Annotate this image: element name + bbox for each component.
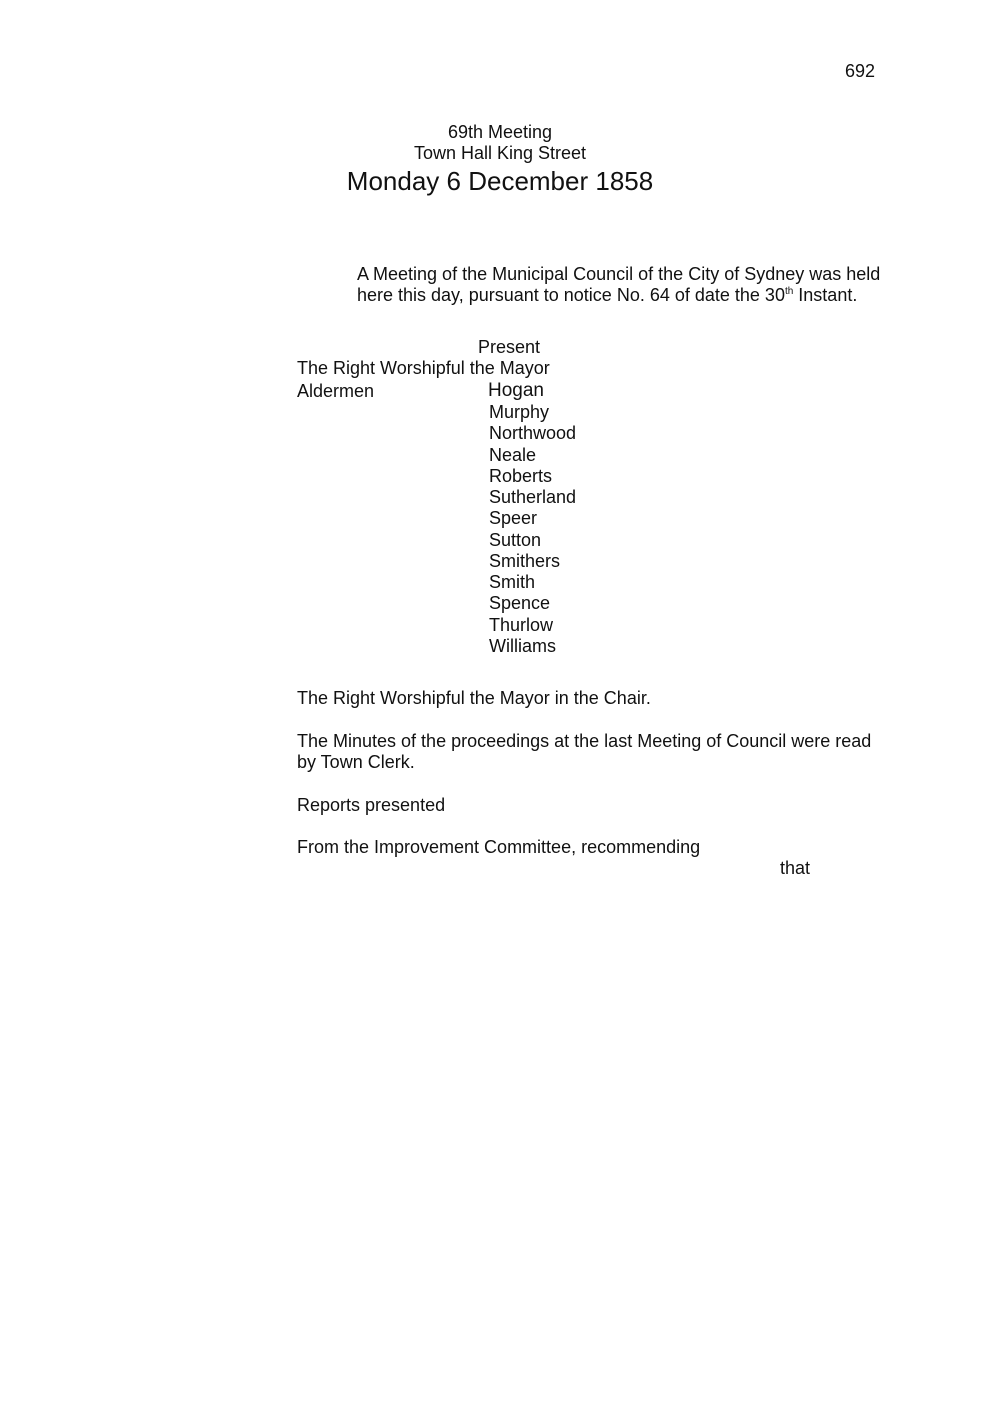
alderman-name: Sutton bbox=[489, 529, 542, 550]
improvement-committee-report: From the Improvement Committee, recommending bbox=[297, 837, 701, 857]
alderman-name: Sutherland bbox=[489, 487, 577, 507]
alderman-name: Williams bbox=[489, 635, 556, 656]
catchword: that bbox=[780, 858, 811, 878]
alderman-name: Neale bbox=[489, 444, 537, 465]
minutes-line-2: by Town Clerk. bbox=[297, 752, 415, 772]
alderman-name: Thurlow bbox=[489, 614, 554, 635]
intro-paragraph bbox=[357, 264, 917, 306]
aldermen-list bbox=[489, 379, 576, 657]
alderman-name: Hogan bbox=[488, 380, 544, 401]
meeting-number: 69th Meeting bbox=[447, 122, 553, 142]
alderman-name: Roberts bbox=[489, 465, 553, 486]
meeting-date: Monday 6 December 1858 bbox=[346, 166, 654, 196]
present-heading: Present bbox=[478, 337, 541, 357]
intro-line-1: A Meeting of the Municipal Council of the City of Sydney was held bbox=[357, 264, 881, 284]
page-number: 692 bbox=[845, 61, 876, 81]
minutes-line-1: The Minutes of the proceedings at the last Meeting of Council were read bbox=[297, 731, 872, 751]
alderman-name: Speer bbox=[489, 508, 538, 529]
chair-statement: The Right Worshipful the Mayor in the Chair. bbox=[297, 688, 651, 708]
alderman-name: Smith bbox=[489, 572, 536, 592]
aldermen-label: Aldermen bbox=[297, 381, 375, 401]
meeting-venue: Town Hall King Street bbox=[413, 143, 587, 163]
intro-line-2 bbox=[357, 285, 917, 306]
ordinal-suffix: th bbox=[784, 286, 794, 297]
alderman-name: Spence bbox=[489, 593, 551, 614]
alderman-name: Murphy bbox=[489, 402, 550, 422]
intro-line-2-end: Instant. bbox=[793, 285, 858, 305]
intro-line-2-text: here this day, pursuant to notice No. 64 of date the 30 bbox=[357, 285, 785, 305]
alderman-name: Smithers bbox=[489, 550, 561, 571]
reports-heading: Reports presented bbox=[297, 795, 446, 815]
mayor-present: The Right Worshipful the Mayor bbox=[297, 358, 550, 378]
alderman-name: Northwood bbox=[489, 423, 577, 444]
